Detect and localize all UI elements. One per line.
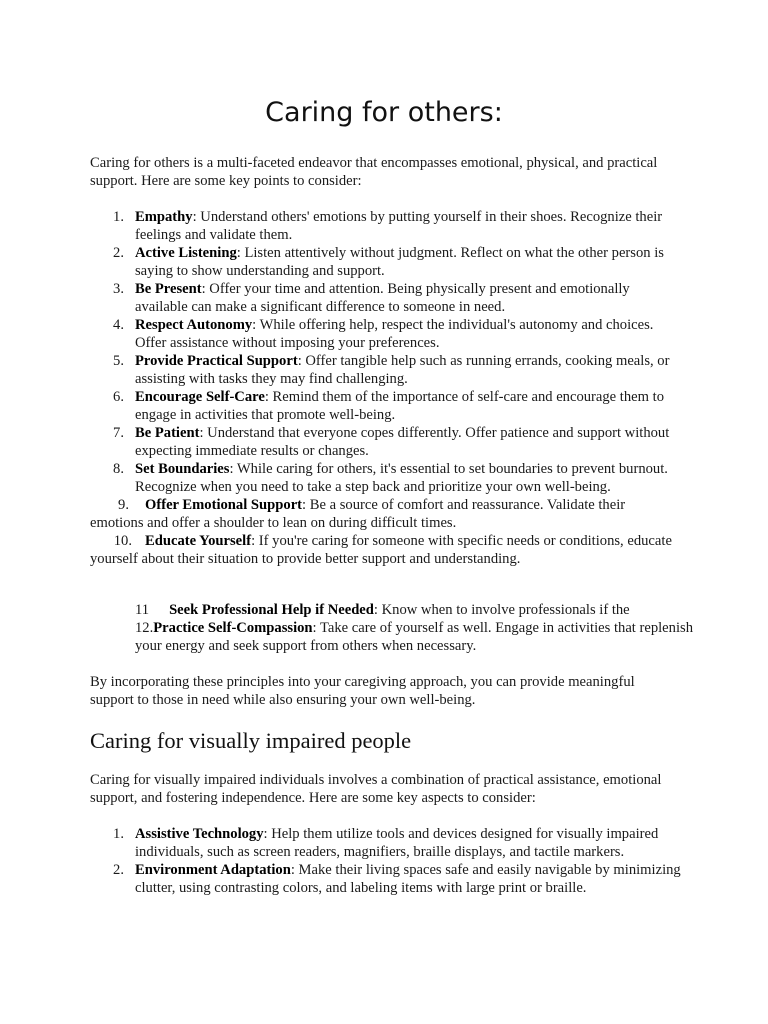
list-text: : While offering help, respect the individual's autonomy and choices. Offer assistance without imposing your preferences. (135, 317, 654, 351)
list-term: Provide Practical Support (135, 353, 298, 369)
list-text: : Offer your time and attention. Being physically present and emotionally available can make a significant difference to someone in need. (135, 281, 630, 315)
list-number: 6. (113, 389, 124, 405)
list-item (90, 244, 682, 280)
list-number: 7. (113, 425, 124, 441)
list-term: Empathy (135, 209, 193, 225)
list-number: 2. (113, 245, 124, 261)
list-number: 1. (113, 826, 124, 842)
list-term: Offer Emotional Support (145, 497, 303, 513)
section-heading: Caring for visually impaired people (90, 728, 412, 753)
visually-impaired-list (90, 825, 682, 897)
list-text: : Make their living spaces safe and easily navigable by minimizing clutter, using contrasting colors, and labeling items with large print or braille. (135, 862, 681, 896)
point-11-number: 11 (135, 602, 150, 618)
list-term: Assistive Technology (135, 826, 264, 842)
list-item (90, 496, 682, 532)
list-number: 3. (113, 281, 124, 297)
list-term: Be Patient (135, 425, 200, 441)
list-number: 1. (113, 209, 124, 225)
point-12-number: 12. (135, 620, 154, 636)
list-item (90, 825, 682, 861)
list-item (90, 424, 682, 460)
point-12-term: Practice Self-Compassion (153, 620, 313, 636)
list-number: 8. (113, 461, 124, 477)
list-term: Environment Adaptation (135, 862, 291, 878)
list-item (90, 388, 682, 424)
list-number: 10. (113, 533, 132, 549)
list-text: : Understand others' emotions by putting yourself in their shoes. Recognize their feelings and validate them. (135, 209, 663, 243)
list-number: 2. (113, 862, 124, 878)
list-item (90, 460, 682, 496)
list-term: Be Present (135, 281, 202, 297)
list-text: : Understand that everyone copes differently. Offer patience and support without expecting immediate results or changes. (135, 425, 670, 459)
list-text: : Listen attentively without judgment. Reflect on what the other person is saying to show understanding and support. (135, 245, 664, 279)
point-12-text: : Take care of yourself as well. Engage in activities that replenish your energy and seek support from others when necessary. (135, 620, 693, 654)
list-item (90, 861, 682, 897)
list-text: : While caring for others, it's essential to set boundaries to prevent burnout. Recognize when you need to take a step back and prioritize your own well-being. (135, 461, 668, 495)
list-number: 5. (113, 353, 124, 369)
list-text: : Remind them of the importance of self-care and encourage them to engage in activities that promote well-being. (135, 389, 664, 423)
list-number: 9. (118, 497, 129, 513)
list-item (90, 352, 682, 388)
point-11-term: Seek Professional Help if Needed (169, 602, 374, 618)
list-term: Encourage Self-Care (135, 389, 265, 405)
list-item (90, 208, 682, 244)
page-title: Caring for others: (265, 97, 503, 128)
list-term: Set Boundaries (135, 461, 230, 477)
key-points-list (90, 208, 682, 568)
list-text: : Offer tangible help such as running errands, cooking meals, or assisting with tasks they may find challenging. (135, 353, 670, 387)
list-item (90, 280, 682, 316)
point-11-text: : Know when to involve professionals if the (373, 602, 630, 618)
conclusion-paragraph: By incorporating these principles into your caregiving approach, you can provide meaningful support to those in need while also ensuring your own well-being. (90, 674, 635, 708)
point-11 (135, 601, 715, 619)
intro-paragraph: Caring for others is a multi-faceted endeavor that encompasses emotional, physical, and practical support. Here are some key points to consider: (90, 155, 658, 189)
list-term: Respect Autonomy (135, 317, 253, 333)
list-term: Active Listening (135, 245, 237, 261)
extra-points (135, 601, 715, 655)
list-text: : Be a source of comfort and reassurance. Validate their emotions and offer a shoulder to lean on during difficult times. (90, 497, 626, 531)
list-text: : Help them utilize tools and devices designed for visually impaired individuals, such as screen readers, magnifiers, braille displays, and tactile markers. (135, 826, 659, 860)
point-12 (135, 619, 715, 655)
list-text: : If you're caring for someone with specific needs or conditions, educate yourself about their situation to provide better support and understanding. (90, 533, 672, 567)
section-intro-paragraph: Caring for visually impaired individuals involves a combination of practical assistance, emotional support, and fostering independence. Here are some key aspects to consider: (90, 772, 662, 806)
list-number: 4. (113, 317, 124, 333)
list-item (90, 532, 682, 568)
list-term: Educate Yourself (145, 533, 252, 549)
list-item (90, 316, 682, 352)
